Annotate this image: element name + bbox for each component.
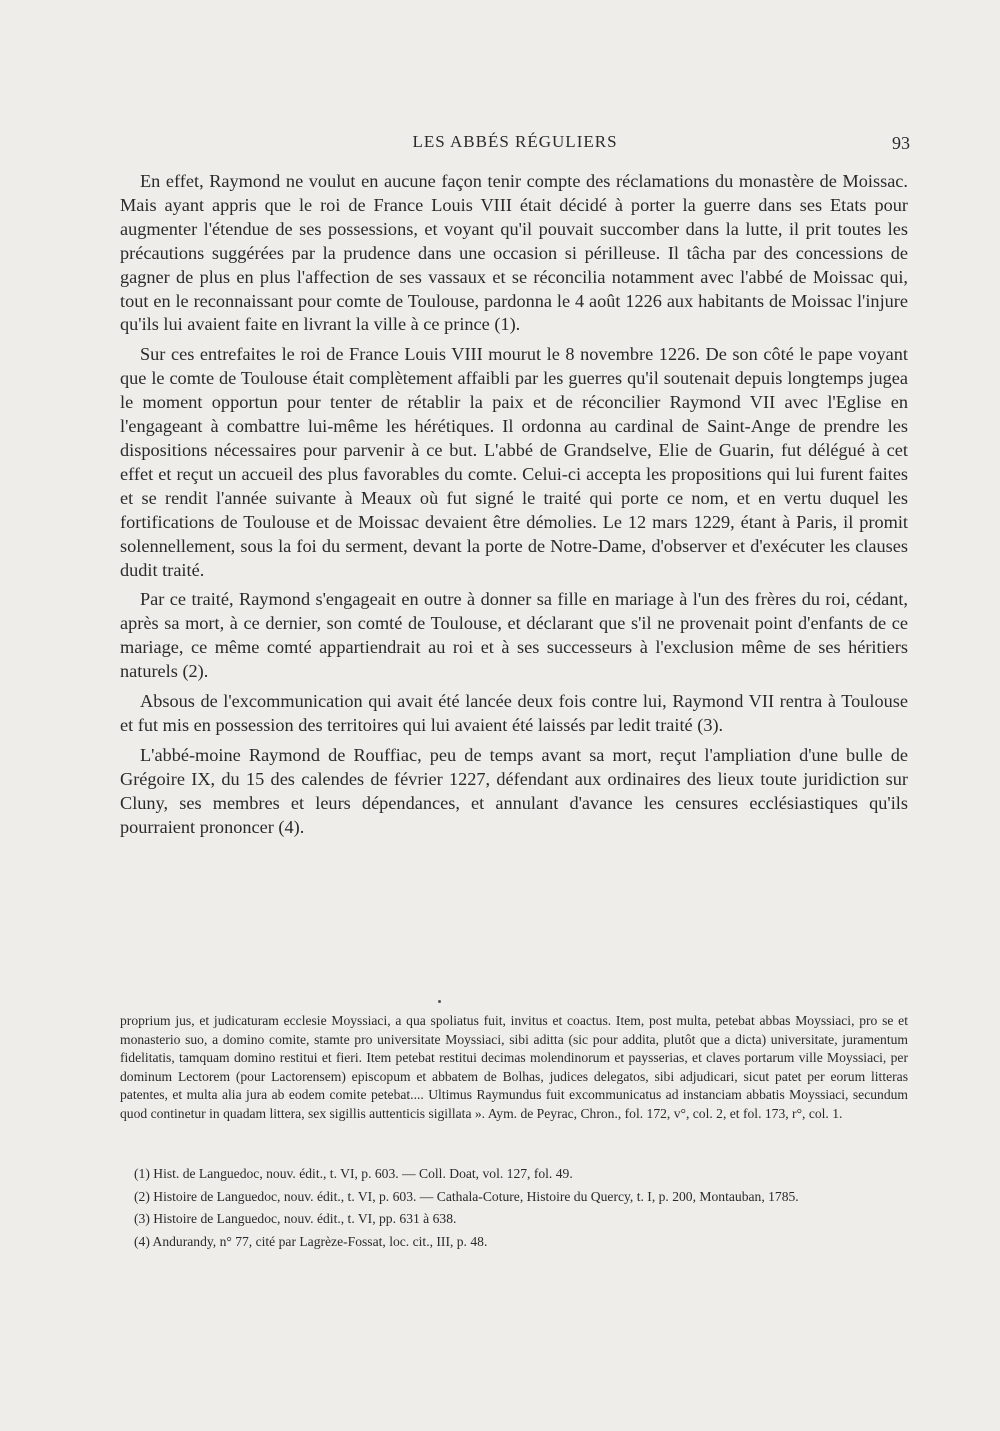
page-number: 93 bbox=[892, 133, 910, 153]
footnote-2: (2) Histoire de Languedoc, nouv. édit., t. VI, p. 603. — Cathala-Coture, Histoire du Quercy, t. I, p. 200, Montauban, 1785. bbox=[134, 1188, 799, 1204]
footnote-continuation-text: proprium jus, et judicaturam ecclesie Moyssiaci, a qua spoliatus fuit, invitus et coactus. Item, post multa, petebat abbas Moyssiaci, pro se et monasterio suo, a domino comite, stamte pro universitate Moyssiaci, sibi aditta (sic pour addita, plutôt que a dicta) universitate, juramentum fidelitatis, tamquam domino restitui et fieri. Item petebat restitui decimas molendinorum et paysserias, et claves portarum ville Moyssiaci, per dominum Lectorem (pour Lactorensem) episcopum et abbatem de Bolhas, judices delegatos, sibi adjudicari, sicut patet per eorum litteras patentes, et multa alia jura ab eodem comite petebat.... Ultimus Raymundus fuit excommunicatus ad instanciam abbatis Moyssiaci, secundum quod continetur in quadam littera, sex sigillis auttenticis sigillata ». Aym. de Peyrac, Chron., fol. 172, v°, col. 2, et fol. 173, r°, col. 1. bbox=[120, 1013, 908, 1121]
footnote-continuation bbox=[120, 1012, 908, 1124]
footnote-3: (3) Histoire de Languedoc, nouv. édit., t. VI, pp. 631 à 638. bbox=[134, 1211, 457, 1227]
main-text bbox=[120, 170, 908, 845]
paragraph: Absous de l'excommunication qui avait été lancée deux fois contre lui, Raymond VII rentra à Toulouse et fut mis en possession des territoires qui lui avaient été laissés par ledit traité (3). bbox=[120, 691, 908, 735]
footnote-1: (1) Hist. de Languedoc, nouv. édit., t. VI, p. 603. — Coll. Doat, vol. 127, fol. 49. bbox=[134, 1166, 573, 1181]
running-title: LES ABBÉS RÉGULIERS bbox=[412, 132, 618, 151]
footnotes bbox=[120, 1165, 908, 1255]
footnote-separator-mark bbox=[438, 1000, 441, 1003]
paragraph: Par ce traité, Raymond s'engageait en outre à donner sa fille en mariage à l'un des frères du roi, cédant, après sa mort, à ce dernier, son comté de Toulouse, et déclarant que s'il ne provenait point d'enfants de ce mariage, ce même comté appartiendrait au roi et à ses successeurs à l'exclusion même de ses héritiers naturels (2). bbox=[120, 589, 908, 682]
paragraph: En effet, Raymond ne voulut en aucune façon tenir compte des réclamations du monastère de Moissac. Mais ayant appris que le roi de France Louis VIII était décidé à porter la guerre dans ses Etats pour augmenter l'étendue de ses possessions, et voyant qu'il pouvait succomber dans la lutte, il prit toutes les précautions suggérées par la prudence dans une occasion si périlleuse. Il tâcha par des concessions de gagner de plus en plus l'affection de ses vassaux et se réconcilia notamment avec l'abbé de Moissac qui, tout en le reconnaissant pour comte de Toulouse, pardonna le 4 août 1226 aux habitants de Moissac l'injure qu'ils lui avaient faite en livrant la ville à ce prince (1). bbox=[120, 171, 908, 335]
paragraph: L'abbé-moine Raymond de Rouffiac, peu de temps avant sa mort, reçut l'ampliation d'une bulle de Grégoire IX, du 15 des calendes de février 1227, défendant aux ordinaires des lieux toute juridiction sur Cluny, ses membres et leurs dépendances, et annulant d'avance les censures ecclésiastiques qu'ils pourraient prononcer (4). bbox=[120, 744, 908, 837]
page-header bbox=[120, 132, 910, 158]
paragraph: Sur ces entrefaites le roi de France Louis VIII mourut le 8 novembre 1226. De son côté le pape voyant que le comte de Toulouse était complètement affaibli par les guerres qu'il soutenait depuis longtemps jugea le moment opportun pour tenter de rétablir la paix et de réconcilier Raymond VII avec l'Eglise en l'engageant à combattre lui-même les hérétiques. Il ordonna au cardinal de Saint-Ange de prendre les dispositions nécessaires pour parvenir à ce but. L'abbé de Grandselve, Elie de Guarin, fut délégué à cet effet et reçut un accueil des plus favorables du comte. Celui-ci accepta les propositions qui lui furent faites et se rendit l'année suivante à Meaux où fut signé le traité qui porte ce nom, et en vertu duquel les fortifications de Toulouse et de Moissac devaient être démolies. Le 12 mars 1229, étant à Paris, il promit solennellement, sous la foi du serment, devant la porte de Notre-Dame, d'observer et d'exécuter les clauses dudit traité. bbox=[120, 344, 908, 580]
footnote-4: (4) Andurandy, n° 77, cité par Lagrèze-Fossat, loc. cit., III, p. 48. bbox=[134, 1233, 488, 1249]
